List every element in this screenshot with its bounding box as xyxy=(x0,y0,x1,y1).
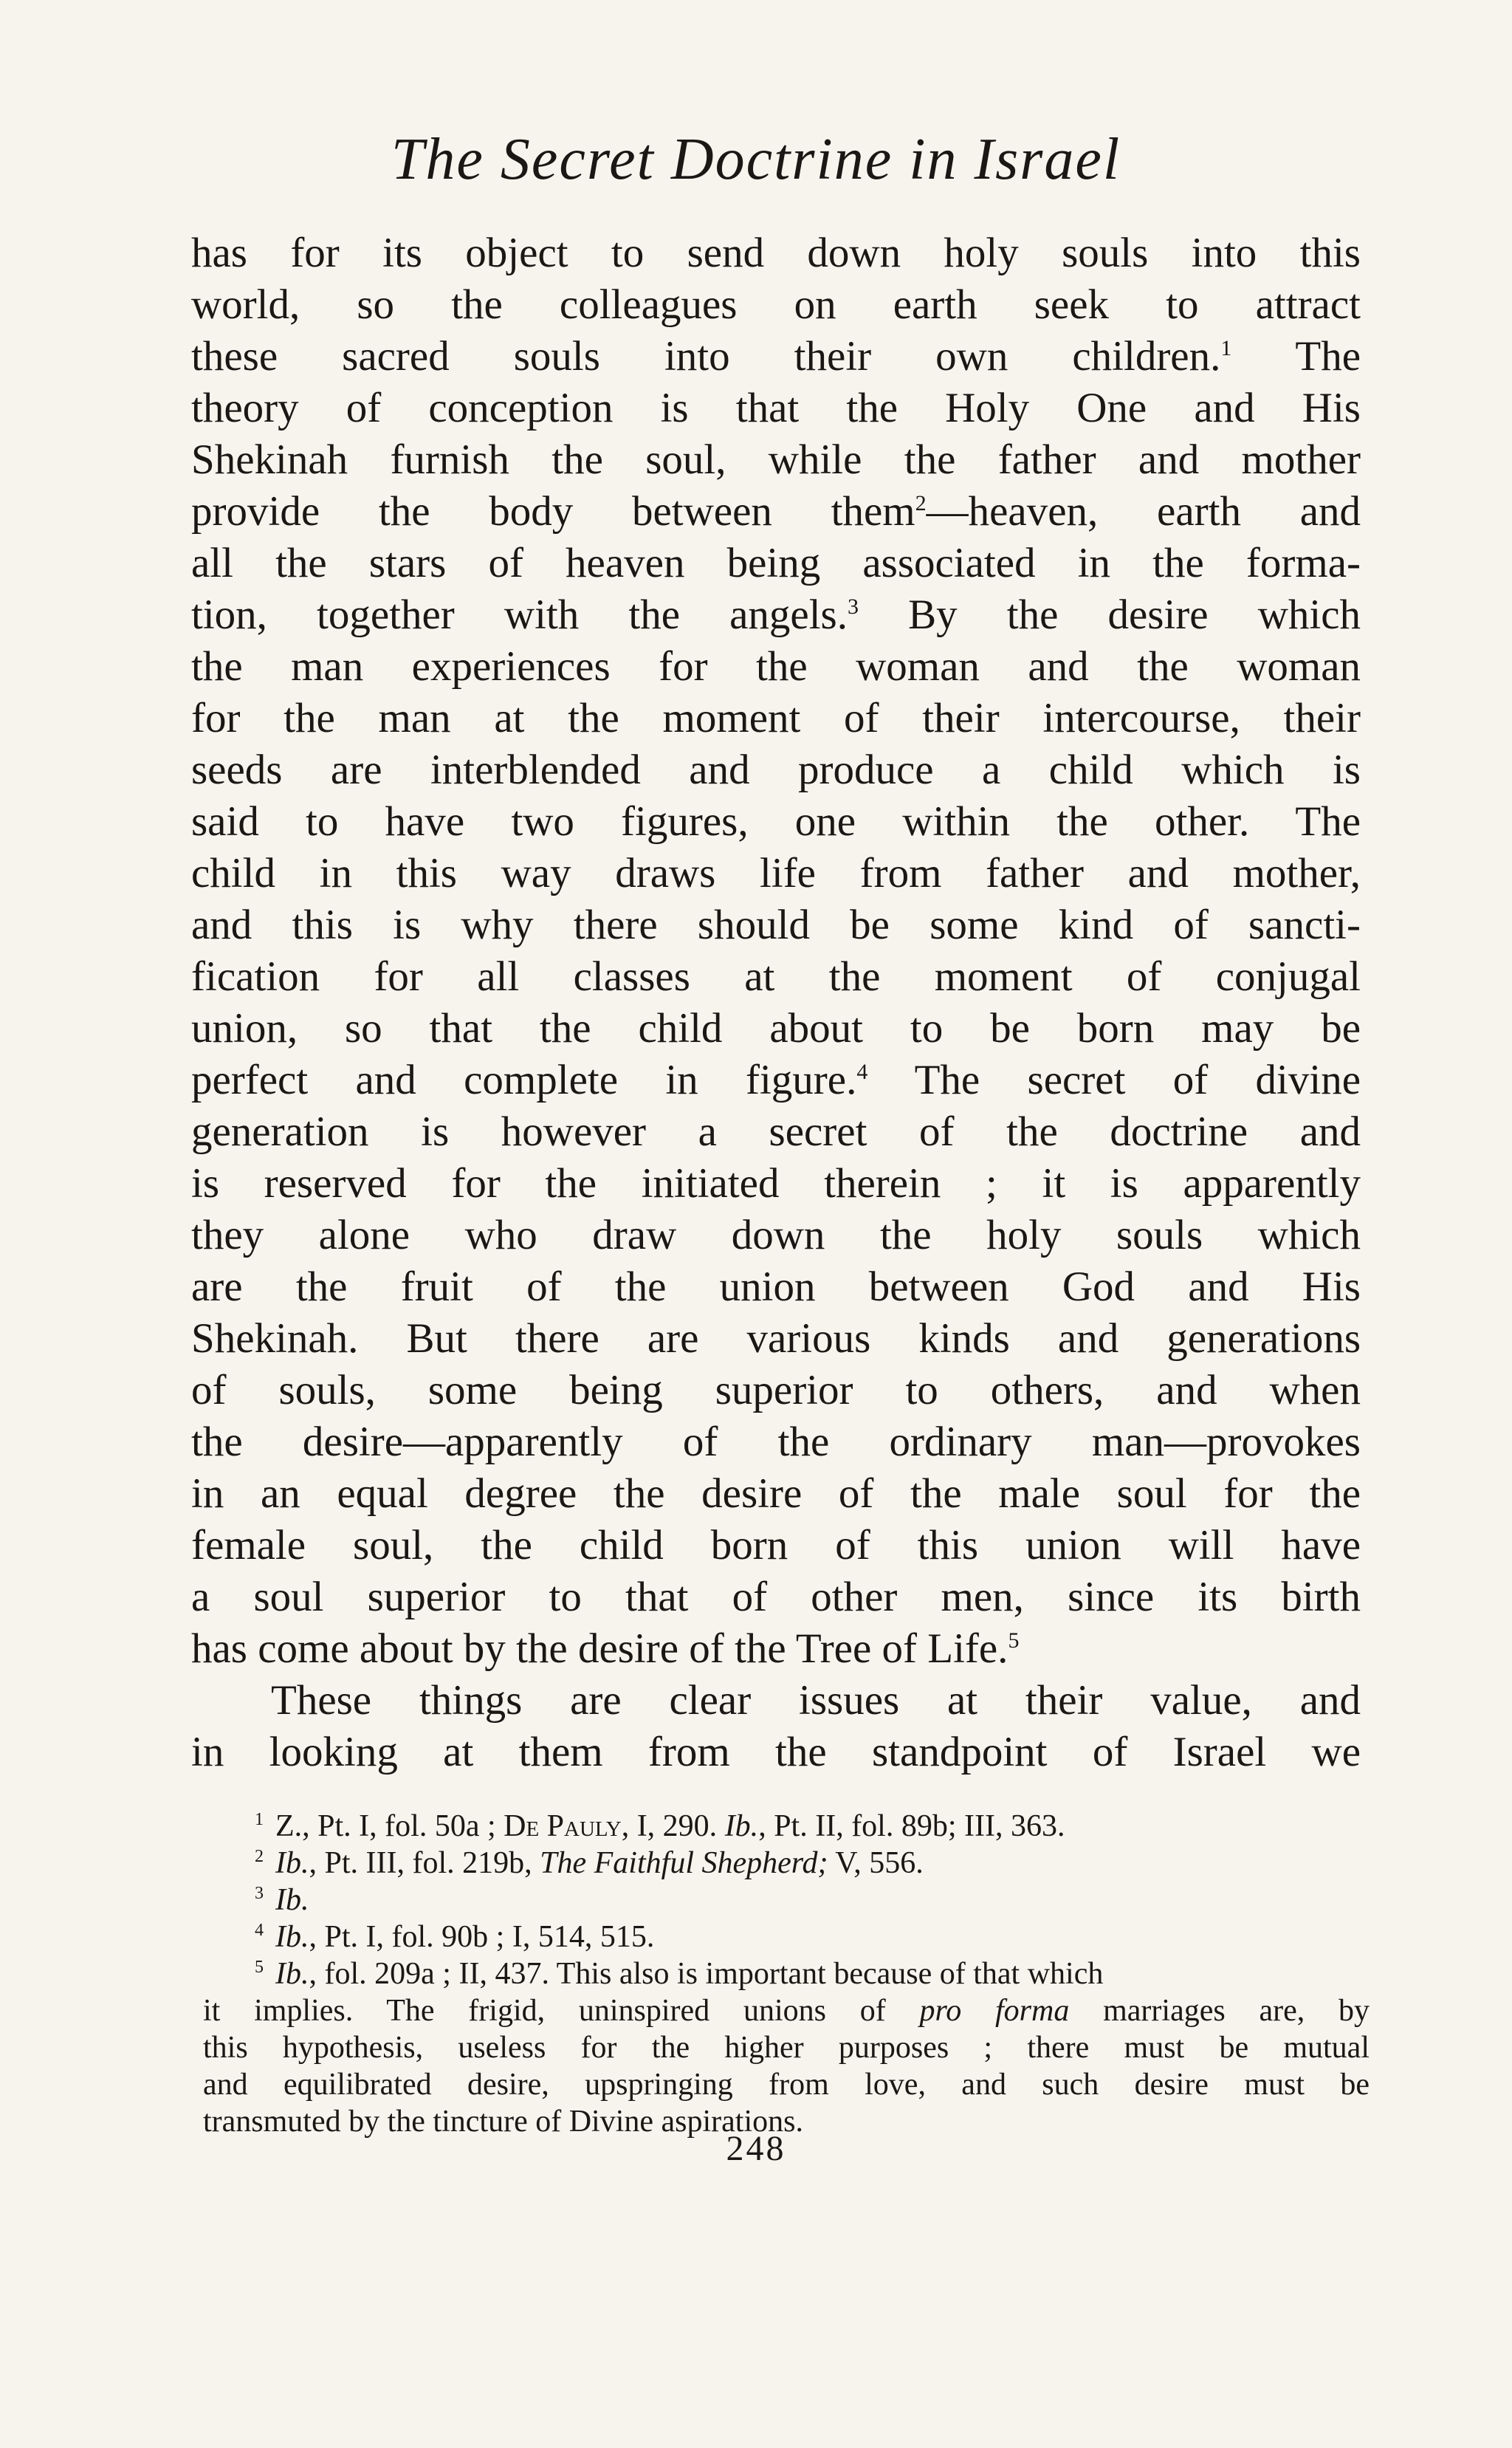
text-line: seeds are interblended and produce a child which is xyxy=(191,747,1361,793)
text-line: perfect and complete in figure.$^4$ The secret of divine xyxy=(191,1057,1361,1103)
note-ref-1: 1 xyxy=(1220,336,1232,360)
text-line: provide the body between them$^2$—heaven, earth and xyxy=(191,488,1361,535)
note-ref-5: 5 xyxy=(1008,1628,1020,1653)
text-line: female soul, the child born of this union will have xyxy=(191,1522,1361,1568)
text-line: child in this way draws life from father and mother, xyxy=(191,850,1361,896)
text-line: These things are clear issues at their value, and xyxy=(271,1677,1361,1724)
footnote-number: 1 xyxy=(255,1810,264,1829)
text-line: union, so that the child about to be born may be xyxy=(191,1005,1361,1052)
footnote-5-line: it implies. The frigid, uninspired unions of pro forma marriages are, by xyxy=(203,1994,1370,2028)
footnote-5-line: and equilibrated desire, upspringing from love, and such desire must be xyxy=(203,2068,1370,2102)
note-ref-4: 4 xyxy=(856,1060,868,1084)
text-line: fication for all classes at the moment of conjugal xyxy=(191,953,1361,1000)
footnote-5-line: transmuted by the tincture of Divine aspirations. xyxy=(203,2105,803,2139)
text-line: Shekinah furnish the soul, while the father and mother xyxy=(191,436,1361,483)
running-title: The Secret Doctrine in Israel xyxy=(391,127,1121,192)
text-line: said to have two figures, one within the other. The xyxy=(191,798,1361,845)
text-line: are the fruit of the union between God and His xyxy=(191,1264,1361,1310)
text-line: theory of conception is that the Holy One and His xyxy=(191,385,1361,431)
note-ref-3: 3 xyxy=(847,594,859,619)
text-line: for the man at the moment of their intercourse, their xyxy=(191,695,1361,741)
text-line: world, so the colleagues on earth seek to attract xyxy=(191,281,1361,328)
footnotes xyxy=(203,1808,1370,2140)
footnote-number: 3 xyxy=(255,1884,264,1903)
text-line: all the stars of heaven being associated in the forma- xyxy=(191,540,1361,586)
footnote-number: 4 xyxy=(255,1921,264,1940)
main-text xyxy=(191,227,1361,1778)
text-line: in an equal degree the desire of the male soul for the xyxy=(191,1470,1361,1517)
footnote-5-line: this hypothesis, useless for the higher purposes ; there must be mutual xyxy=(203,2031,1370,2065)
footnote-number: 2 xyxy=(255,1847,264,1866)
footnote-4: $^4$ Ib., Pt. I, fol. 90b ; I, 514, 515. xyxy=(255,1920,655,1954)
text-line: is reserved for the initiated therein ; it is apparently xyxy=(191,1160,1361,1207)
text-line: the desire—apparently of the ordinary man—provokes xyxy=(191,1419,1361,1465)
text-line: Shekinah. But there are various kinds and generations xyxy=(191,1315,1361,1362)
text-line: a soul superior to that of other men, since its birth xyxy=(191,1574,1361,1620)
text-line: tion, together with the angels.$^3$ By the desire which xyxy=(191,592,1361,638)
footnote-3: $^3$ Ib. xyxy=(255,1883,309,1917)
page-number: 248 xyxy=(726,2129,786,2168)
text-line: of souls, some being superior to others, and when xyxy=(191,1367,1361,1413)
footnote-5: $^5$ Ib., fol. 209a ; II, 437. This also is important because of that which xyxy=(255,1957,1104,1991)
footnote-2: $^2$ Ib., Pt. III, fol. 219b, The Faithful Shepherd; V, 556. xyxy=(255,1846,924,1880)
footnote-number: 5 xyxy=(255,1958,264,1977)
note-ref-2: 2 xyxy=(915,491,927,515)
footnote-1: $^1$ Z., Pt. I, fol. 50a ; De Pauly, I, 290. Ib., Pt. II, fol. 89b; III, 363. xyxy=(255,1809,1065,1843)
text-line: has come about by the desire of the Tree of Life.$^5$ xyxy=(191,1625,1020,1672)
text-line: they alone who draw down the holy souls which xyxy=(191,1212,1361,1258)
text-line: these sacred souls into their own children.$^1$ The xyxy=(191,333,1361,380)
text-line: generation is however a secret of the doctrine and xyxy=(191,1108,1361,1155)
text-line: the man experiences for the woman and the woman xyxy=(191,643,1361,690)
text-line: has for its object to send down holy souls into this xyxy=(191,230,1361,276)
text-line: and this is why there should be some kind of sancti- xyxy=(191,902,1361,948)
text-line: in looking at them from the standpoint of Israel we xyxy=(191,1729,1361,1775)
